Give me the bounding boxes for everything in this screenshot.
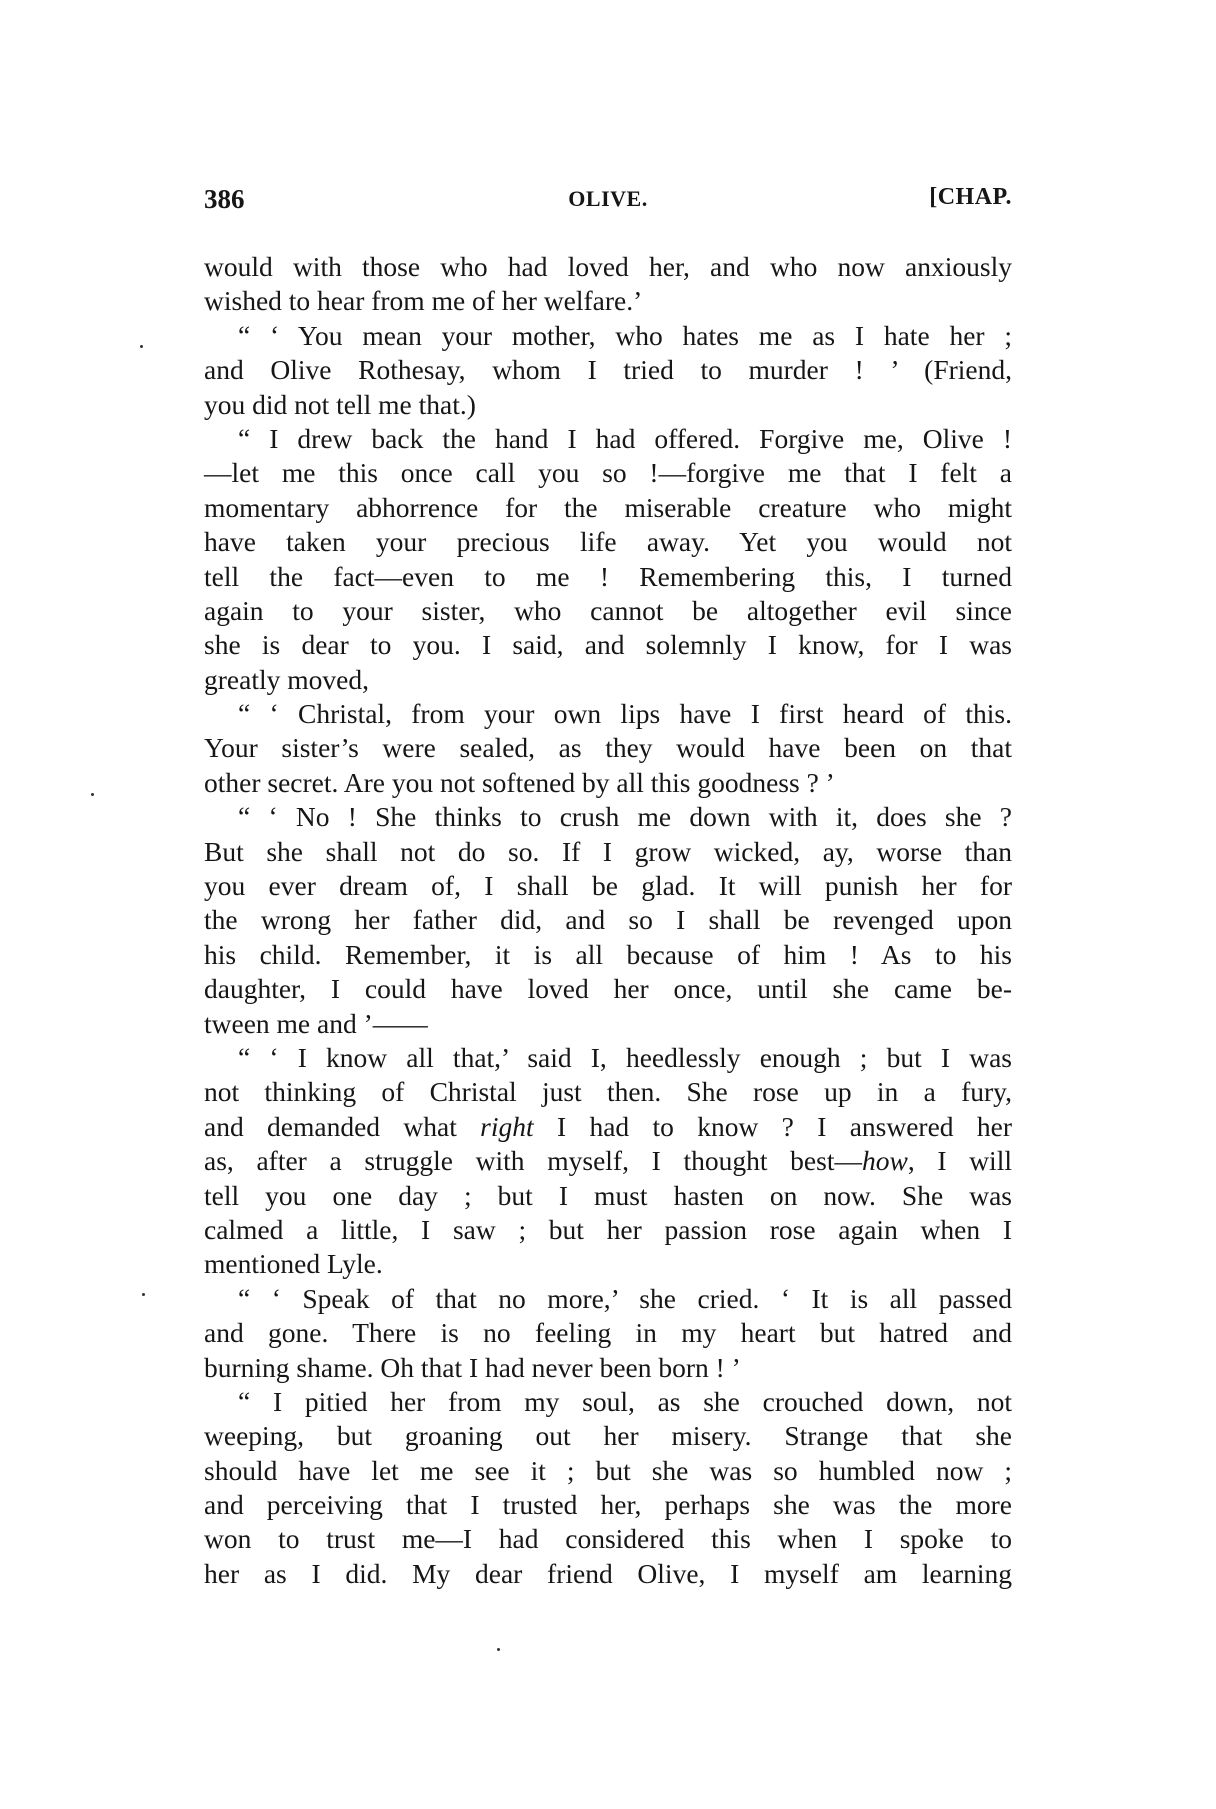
text-line: would with those who had loved her, and who now anxiously [204, 251, 1012, 282]
text-body [204, 250, 1012, 1591]
text-line: “ I drew back the hand I had offered. Forgive me, Olive ! [238, 422, 1012, 454]
text-line: mentioned Lyle. [204, 1248, 383, 1280]
text-line: daughter, I could have loved her once, until she came be- [204, 973, 1012, 1005]
text-line: and perceiving that I trusted her, perhaps she was the more [204, 1489, 1012, 1521]
text-line: other secret. Are you not softened by all this goodness ? ’ [204, 766, 835, 798]
print-speck [497, 1648, 500, 1651]
text-line: —let me this once call you so !—forgive me that I felt a [204, 457, 1012, 489]
text-line: should have let me see it ; but she was so humbled now ; [204, 1454, 1012, 1486]
text-line: her as I did. My dear friend Olive, I myself am learning [204, 1557, 1012, 1589]
text-line: she is dear to you. I said, and solemnly I know, for I was [204, 629, 1012, 661]
line-fragment: as, after a struggle with myself, I thought best— [204, 1145, 862, 1177]
text-line: the wrong her father did, and so I shall be revenged upon [204, 904, 1012, 936]
print-speck [142, 1293, 145, 1296]
text-line: tell the fact—even to me ! Remembering this, I turned [204, 560, 1012, 592]
page-number: 386 [204, 184, 245, 214]
running-title: OLIVE. [568, 186, 648, 211]
text-line: and Olive Rothesay, whom I tried to murder ! ’ (Friend, [204, 354, 1012, 386]
print-speck [91, 793, 94, 796]
text-line: Your sister’s were sealed, as they would have been on that [204, 732, 1012, 764]
text-line: his child. Remember, it is all because of him ! As to his [204, 938, 1012, 970]
text-line: you ever dream of, I shall be glad. It will punish her for [204, 870, 1012, 902]
text-line: “ ‘ Speak of that no more,’ she cried. ‘ It is all passed [238, 1282, 1012, 1314]
text-line: not thinking of Christal just then. She rose up in a fury, [204, 1076, 1012, 1108]
text-line: calmed a little, I saw ; but her passion rose again when I [204, 1213, 1012, 1245]
text-line: momentary abhorrence for the miserable creature who might [204, 491, 1012, 523]
text-line: have taken your precious life away. Yet you would not [204, 526, 1012, 558]
text-line: tween me and ’—— [204, 1007, 428, 1039]
text-line [204, 1110, 1012, 1144]
text-line: weeping, but groaning out her misery. Strange that she [204, 1420, 1012, 1452]
running-head [204, 184, 1012, 224]
text-line: won to trust me—I had considered this when I spoke to [204, 1523, 1012, 1555]
text-line: and gone. There is no feeling in my heart but hatred and [204, 1317, 1012, 1349]
text-line: “ ‘ No ! She thinks to crush me down with it, does she ? [238, 801, 1012, 833]
italic-word: right [480, 1110, 534, 1142]
line-fragment: and demanded what [204, 1110, 481, 1142]
text-line: tell you one day ; but I must hasten on now. She was [204, 1179, 1012, 1211]
print-speck [140, 345, 143, 348]
line-fragment: , I will [907, 1145, 1012, 1177]
line-fragment: I had to know ? I answered her [533, 1110, 1012, 1142]
text-line: But she shall not do so. If I grow wicked, ay, worse than [204, 835, 1012, 867]
text-line: “ ‘ You mean your mother, who hates me as I hate her ; [238, 319, 1012, 351]
text-line: “ ‘ I know all that,’ said I, heedlessly enough ; but I was [238, 1041, 1012, 1073]
text-line: wished to hear from me of her welfare.’ [204, 285, 643, 317]
text-line: “ ‘ Christal, from your own lips have I first heard of this. [238, 698, 1012, 730]
italic-word: how [861, 1145, 908, 1177]
text-line [204, 1144, 1012, 1178]
text-line: you did not tell me that.) [204, 388, 476, 420]
text-line: burning shame. Oh that I had never been born ! ’ [204, 1351, 741, 1383]
text-line: greatly moved, [204, 663, 369, 695]
chapter-mark: [CHAP. [929, 184, 1012, 210]
text-line: again to your sister, who cannot be altogether evil since [204, 594, 1012, 626]
text-line: “ I pitied her from my soul, as she crouched down, not [238, 1385, 1012, 1417]
